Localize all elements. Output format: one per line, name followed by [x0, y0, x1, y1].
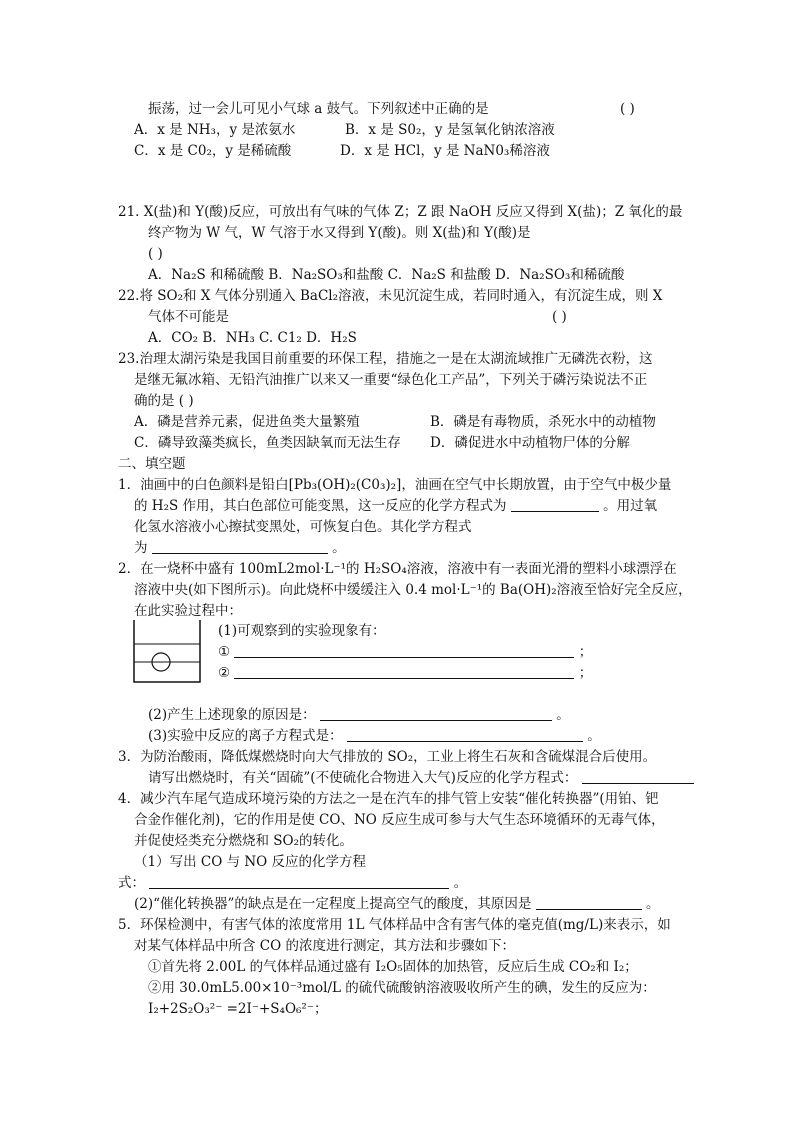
q22-line-2: 气体不可能是: [148, 309, 229, 325]
f2-sub-3-text: (3)实验中反应的离子方程式是：: [148, 728, 343, 744]
f2-answer-blank-4[interactable]: [347, 727, 583, 742]
f2-circled-1: ①: [218, 644, 231, 660]
q21-answer-paren: ( ): [148, 246, 163, 262]
q23-line-2: 是继无氟冰箱、无铅汽油推广以来又一重要“绿色化工产品”，下列关于磷污染说法不正: [134, 372, 648, 388]
q22-line-1: 22.将 SO₂和 X 气体分别通入 BaCl₂溶液，未见沉淀生成，若同时通入，有沉淀生成，则 X: [118, 288, 663, 304]
q21-line-2: 终产物为 W 气，W 气溶于水又得到 Y(酸)。则 X(盐)和 Y(酸)是: [148, 225, 531, 241]
f4-line-2: 合金作催化剂)，它的作用是使 CO、NO 反应生成可参与大气生态环境循环的无毒气体，: [134, 812, 665, 828]
q20-stem: 振荡，过一会儿可见小气球 a 鼓气。下列叙述中正确的是: [148, 101, 489, 117]
f4-period-1: 。: [453, 875, 468, 891]
f1-answer-blank-1[interactable]: [511, 497, 599, 512]
q22-options: A．CO₂ B．NH₃ C. C1₂ D．H₂S: [148, 330, 357, 346]
f5-step-1: ①首先将 2.00L 的气体样品通过盛有 I₂O₅固体的加热管，反应后生成 CO₂和 I₂；: [148, 959, 638, 975]
f3-answer-blank[interactable]: [582, 769, 694, 784]
q20-option-c: C．x 是 C0₂，y 是稀硫酸: [134, 143, 292, 159]
f1-line-4: [134, 539, 346, 557]
f2-answer-blank-3[interactable]: [320, 706, 552, 721]
q22-answer-paren: ( ): [552, 309, 567, 325]
f2-answer-blank-1[interactable]: [234, 643, 574, 658]
section-title: 二、填空题: [118, 456, 186, 472]
q23-line-1: 23.治理太湖污染是我国目前重要的环保工程，措施之一是在太湖流域推广无磷洗衣粉，这: [118, 351, 653, 367]
f4-line-1: 4．减少汽车尾气造成环境污染的方法之一是在汽车的排气管上安装“催化转换器”(用铂、钯: [118, 791, 659, 807]
f2-period-1: 。: [556, 707, 570, 723]
beaker-with-ball-diagram: [132, 618, 202, 684]
f3-line-1: 3．为防治酸雨，降低煤燃烧时向大气排放的 SO₂，工业上将生石灰和含硫煤混合后使用。: [118, 749, 657, 765]
f1-line-4-tail: 。: [332, 540, 346, 556]
f2-sub-1: (1)可观察到的实验现象有：: [218, 623, 386, 639]
f4-answer-blank-2[interactable]: [536, 895, 642, 910]
f1-line-4-text: 为: [134, 540, 148, 556]
f1-answer-blank-2[interactable]: [152, 539, 328, 554]
f2-line-1: 2．在一烧杯中盛有 100mL2mol·L⁻¹的 H₂SO₄溶液，溶液中有一表面光滑的塑料小球漂浮在: [118, 561, 677, 577]
f2-semicolon-1: ；: [578, 644, 593, 660]
f2-sub-3: [148, 727, 601, 745]
f1-line-3: 化氢水溶液小心擦拭变黑处，可恢复白色。其化学方程式: [134, 519, 472, 535]
f4-period-2: 。: [646, 896, 660, 912]
q23-option-d: D．磷促进水中动植物尸体的分解: [430, 435, 630, 451]
f4-answer-blank-1[interactable]: [149, 874, 449, 889]
f4-sub-2: [134, 895, 660, 913]
f1-line-2-tail: 。用过氧: [603, 498, 658, 514]
q23-option-c: C．磷导致藻类疯长，鱼类因缺氧而无法生存: [134, 435, 401, 451]
q23-option-b: B．磷是有毒物质，杀死水中的动植物: [430, 414, 656, 430]
f2-line-3: 在此实验过程中：: [134, 603, 242, 619]
f2-sub-2-text: (2)产生上述现象的原因是：: [148, 707, 316, 723]
f4-line-3: 并促使烃类充分燃烧和 SO₂的转化。: [134, 833, 354, 849]
q21-options: A．Na₂S 和稀硫酸 B．Na₂SO₃和盐酸 C．Na₂S 和盐酸 D．Na₂SO₃和稀硫酸: [148, 267, 625, 283]
f5-step-2: ②用 30.0mL5.00×10⁻³mol/L 的硫代硫酸钠溶液吸收所产生的碘，发生的反应为：: [148, 980, 656, 996]
f1-line-2-text: 的 H₂S 作用，其白色部位可能变黑，这一反应的化学方程式为: [134, 498, 507, 514]
q23-line-3: 确的是 ( ): [134, 393, 194, 409]
f2-period-2: 。: [587, 728, 601, 744]
f3-line-2: [148, 769, 694, 787]
f2-circled-2: ②: [218, 665, 231, 681]
f5-line-1: 5．环保检测中，有害气体的浓度常用 1L 气体样品中含有害气体的毫克值(mg/L)来表示，如: [118, 917, 671, 933]
f2-answer-blank-2[interactable]: [234, 664, 574, 679]
f3-line-2-text: 请写出燃烧时，有关“固硫”(不使硫化合物进入大气)反应的化学方程式：: [148, 770, 578, 786]
f2-blank-row-2: [218, 664, 592, 682]
q20-option-a: A．x 是 NH₃，y 是浓氨水: [134, 122, 296, 138]
f4-sub-2-text: (2)“催化转换器”的缺点是在一定程度上提高空气的酸度，其原因是: [134, 896, 532, 912]
q20-answer-paren: ( ): [620, 101, 635, 117]
f5-line-2: 对某气体样品中所含 CO 的浓度进行测定，其方法和步骤如下：: [134, 938, 515, 954]
f2-semicolon-2: ；: [578, 665, 593, 681]
q23-option-a: A．磷是营养元素，促进鱼类大量繁殖: [134, 414, 360, 430]
f5-equation: I₂+2S₂O₃²⁻ =2I⁻+S₄O₆²⁻；: [148, 1001, 328, 1017]
q20-option-d: D．x 是 HCl，y 是 NaN0₃稀溶液: [340, 143, 550, 159]
f1-line-1: 1．油画中的白色颜料是铅白[Pb₃(OH)₂(C0₃)₂]，油画在空气中长期放置，由于空气中极少量: [118, 477, 672, 493]
f4-sub-1-line-2: [118, 874, 467, 892]
f2-line-2: 溶液中央(如下图所示)。向此烧杯中缓缓注入 0.4 mol·L⁻¹的 Ba(OH)₂溶液至恰好完全反应，: [134, 582, 692, 598]
f1-line-2: [134, 497, 657, 515]
q20-option-b: B．x 是 S0₂，y 是氢氧化钠浓溶液: [345, 122, 555, 138]
f4-sub-1-prefix: 式：: [118, 875, 145, 891]
f4-sub-1: （1）写出 CO 与 NO 反应的化学方程: [134, 854, 367, 870]
q21-line-1: 21. X(盐)和 Y(酸)反应，可放出有气味的气体 Z；Z 跟 NaOH 反应又得到 X(盐)；Z 氧化的最: [118, 204, 683, 220]
f2-sub-2: [148, 706, 570, 724]
f2-blank-row-1: [218, 643, 592, 661]
